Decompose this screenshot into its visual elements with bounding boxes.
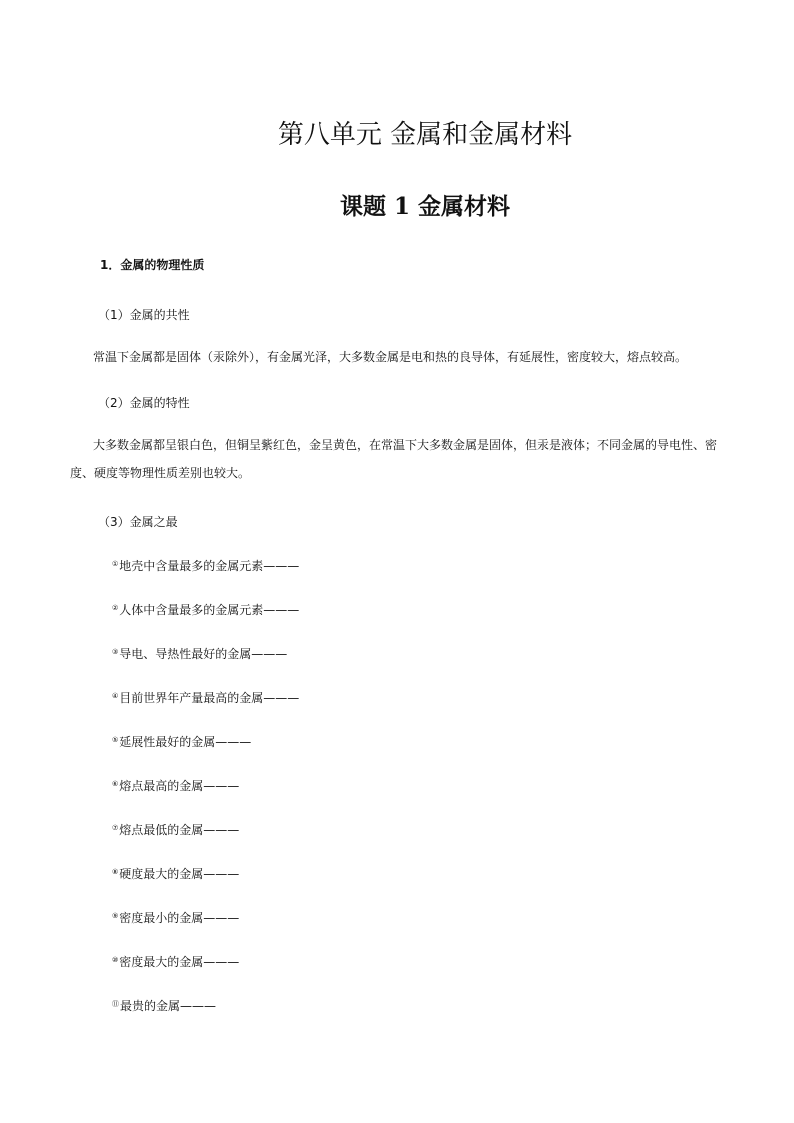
item-number: ⑨	[112, 912, 119, 920]
item-text: 延展性最好的金属———	[119, 735, 252, 749]
item-text: 人体中含量最多的金属元素———	[119, 603, 300, 617]
list-item	[112, 777, 239, 794]
item-number: ⑦	[112, 824, 119, 832]
item-text: 熔点最低的金属———	[119, 823, 240, 837]
item-text: 导电、导热性最好的金属———	[119, 647, 288, 661]
item-number: ③	[112, 648, 119, 656]
item-number: ⑥	[112, 780, 119, 788]
list-item	[112, 865, 239, 882]
list-item	[112, 645, 287, 662]
paragraph-special-properties: 大多数金属都呈银白色，但铜呈紫红色，金呈黄色，在常温下大多数金属是固体，但汞是液体；不同金属的导电性、密度、硬度等物理性质差别也较大。	[70, 438, 718, 480]
subheading-common-properties: （1）金属的共性	[98, 308, 190, 322]
item-text: 熔点最高的金属———	[119, 779, 240, 793]
list-item	[112, 733, 251, 750]
item-text: 硬度最大的金属———	[119, 867, 240, 881]
item-number: ⑩	[112, 956, 119, 964]
item-number: ⑤	[112, 736, 119, 744]
list-item	[112, 689, 299, 706]
list-item	[112, 821, 239, 838]
subheading-special-properties: （2）金属的特性	[98, 396, 190, 410]
list-item	[112, 601, 299, 618]
item-text: 密度最小的金属———	[119, 911, 240, 925]
item-number: ⑪	[112, 1000, 119, 1008]
item-number: ②	[112, 604, 119, 612]
item-text: 目前世界年产量最高的金属———	[119, 691, 300, 705]
list-item	[112, 997, 216, 1014]
subheading-metal-records: （3）金属之最	[98, 515, 178, 529]
section-heading: 1．金属的物理性质	[100, 258, 205, 272]
list-item	[112, 953, 239, 970]
item-number: ⑧	[112, 868, 119, 876]
list-item	[112, 909, 239, 926]
item-text: 密度最大的金属———	[119, 955, 240, 969]
item-text: 最贵的金属———	[120, 999, 217, 1013]
paragraph-common-properties: 常温下金属都是固体（汞除外），有金属光泽，大多数金属是电和热的良导体，有延展性，密度较大，熔点较高。	[93, 350, 688, 364]
item-text: 地壳中含量最多的金属元素———	[119, 559, 300, 573]
unit-title: 第八单元 金属和金属材料	[277, 120, 573, 150]
item-number: ①	[112, 560, 119, 568]
item-number: ④	[112, 692, 119, 700]
lesson-title: 课题 1 金属材料	[339, 193, 511, 220]
list-item	[112, 557, 299, 574]
